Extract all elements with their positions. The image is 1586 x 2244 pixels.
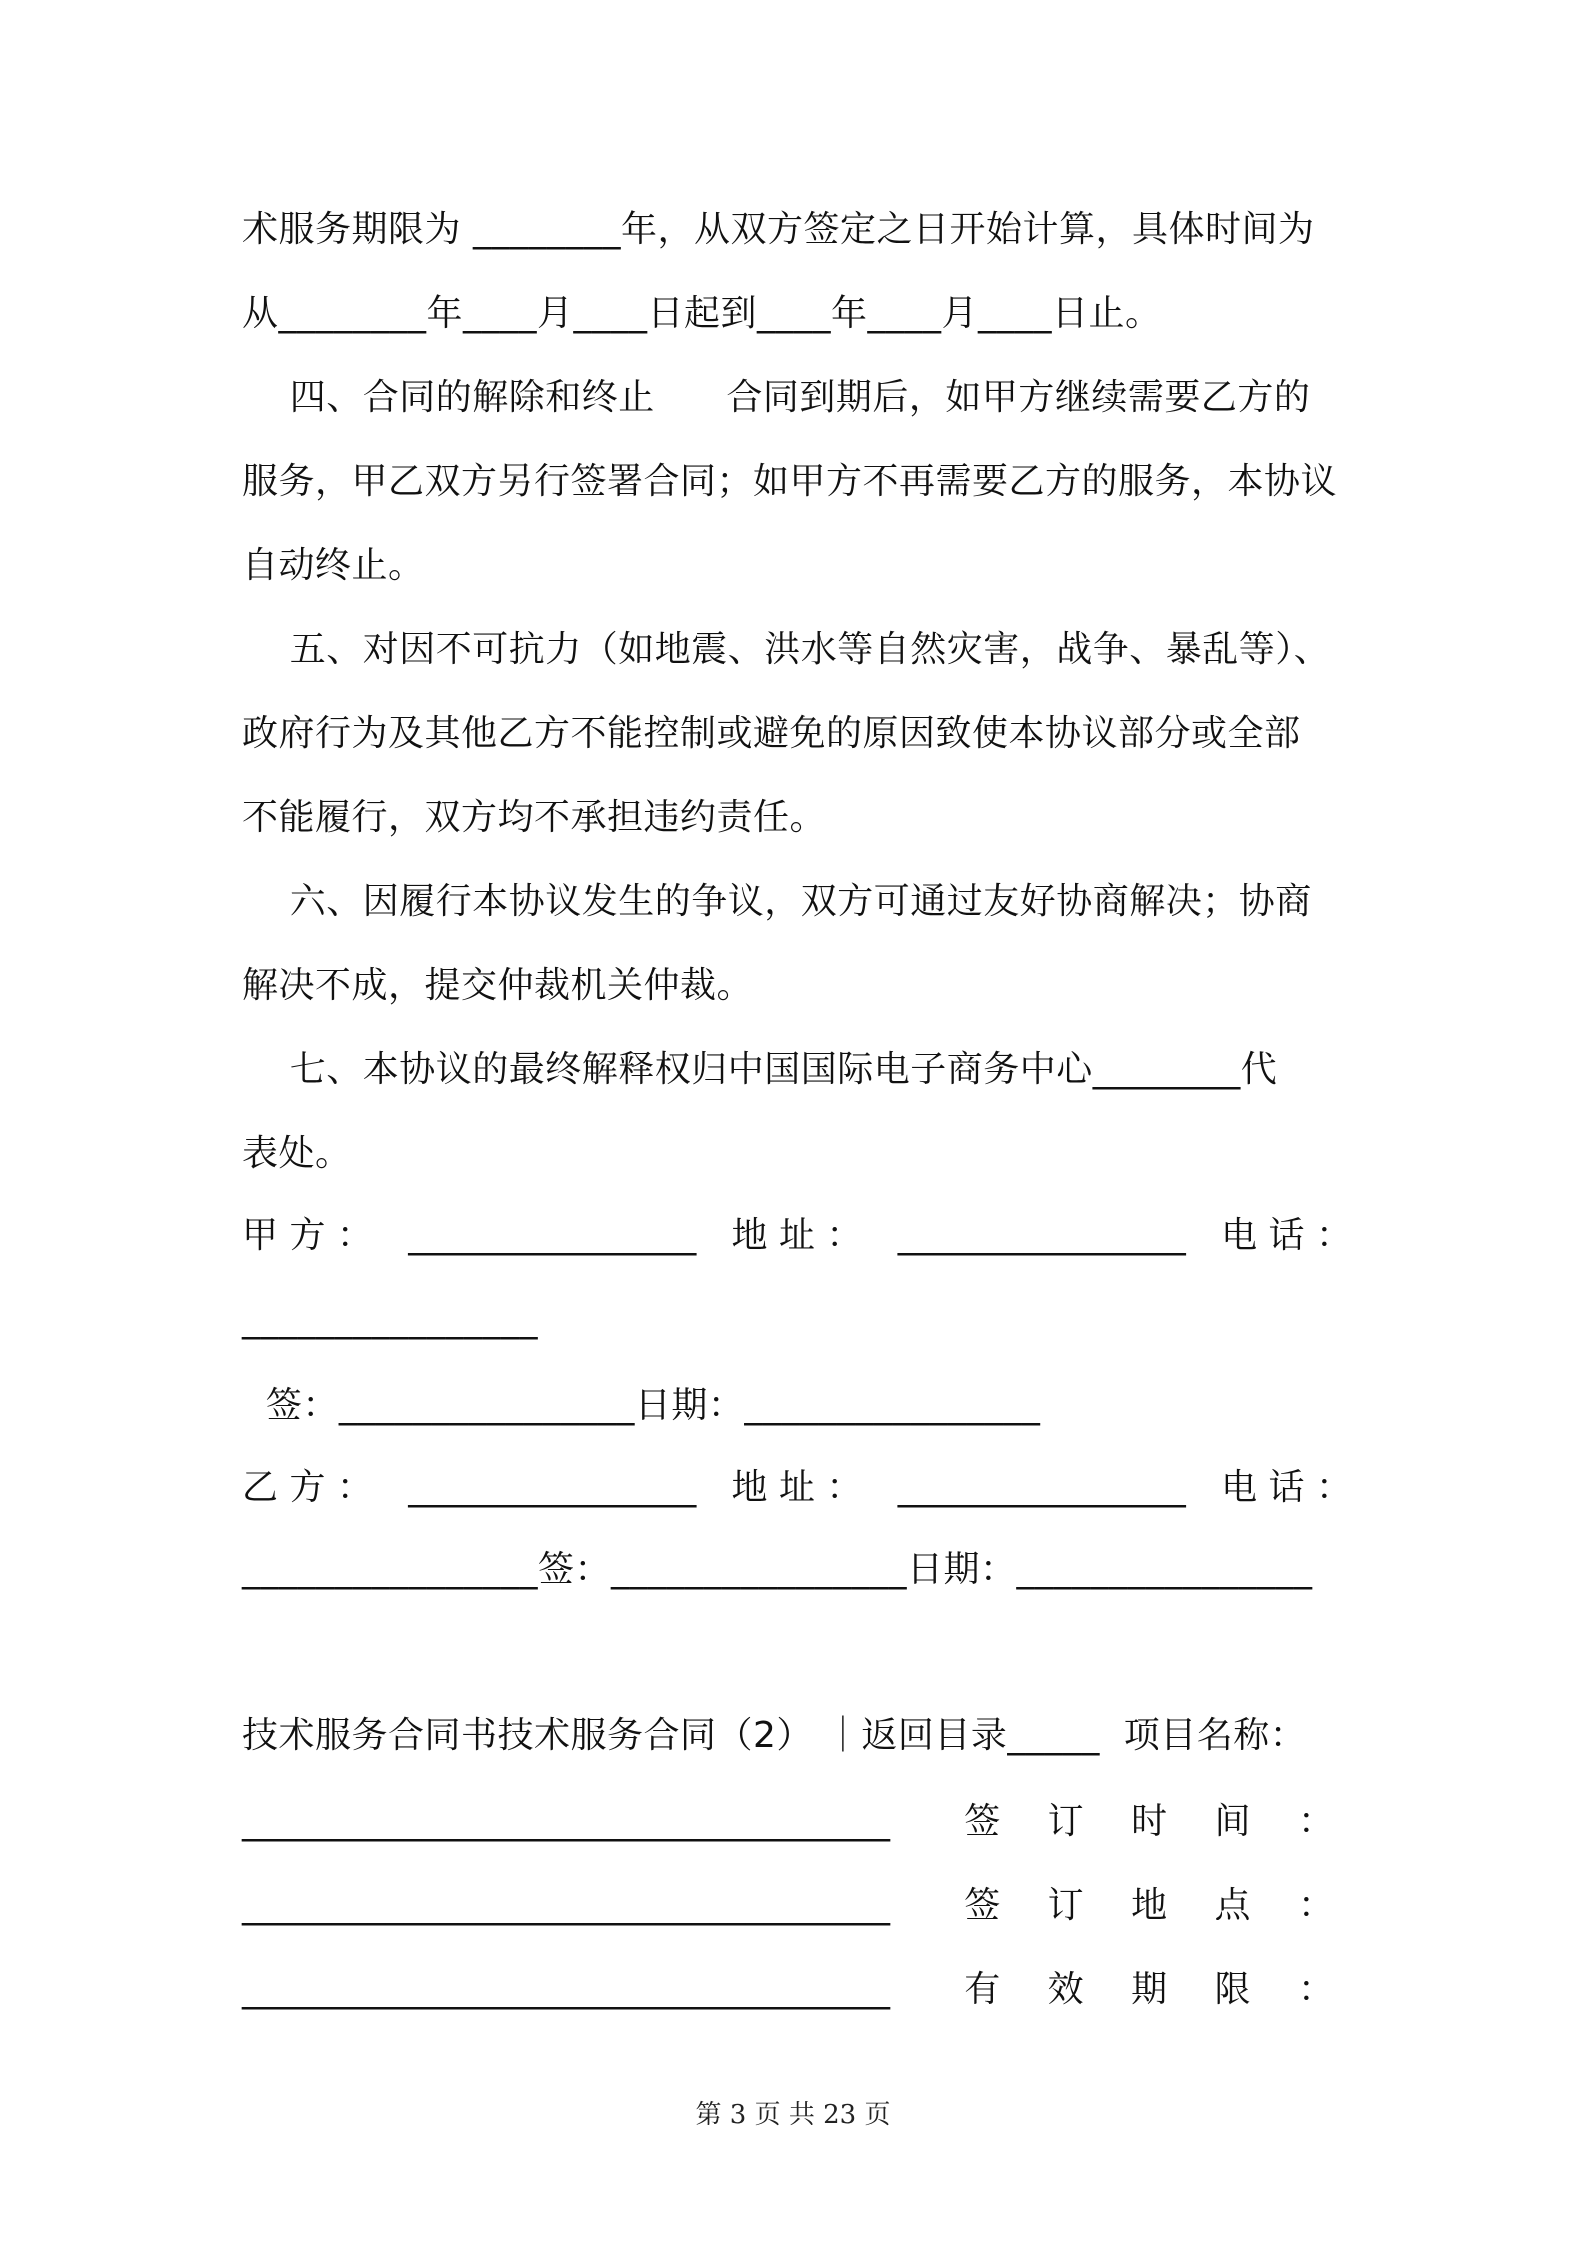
party-a-address-blank: ________________ <box>897 1215 1186 1256</box>
paragraph-line: 五、对因不可抗力（如地震、洪水等自然灾害，战争、暴乱等）、 <box>242 629 1331 670</box>
party-b-address-label: 地 址 ： <box>731 1467 863 1508</box>
page-footer: 第 3 页 共 23 页 <box>695 2100 891 2130</box>
paragraph-line: 七、本协议的最终解释权归中国国际电子商务中心________代 <box>242 1049 1278 1090</box>
contract-info-row <box>242 1969 1352 2010</box>
signing-place-label: 签 订 地 点 ： <box>964 1885 1352 1926</box>
paragraph-line: 不能履行，双方均不承担违约责任。 <box>242 797 827 838</box>
paragraph-line: 解决不成，提交仲裁机关仲裁。 <box>242 965 754 1006</box>
party-a-row <box>242 1215 1352 1256</box>
party-a-address-label: 地 址 ： <box>731 1215 863 1256</box>
validity-period-label: 有 效 期 限 ： <box>964 1969 1352 2010</box>
paragraph-line: 从________年____月____日起到____年____月____日止。 <box>242 293 1162 334</box>
contract-info-row <box>242 1801 1352 1842</box>
party-a-label: 甲 方 ： <box>242 1215 373 1256</box>
party-a-phone-label: 电 话 ： <box>1221 1215 1352 1256</box>
signing-place-blank: ____________________________________ <box>242 1885 890 1926</box>
signing-time-label: 签 订 时 间 ： <box>964 1801 1352 1842</box>
contract-info-row <box>242 1885 1352 1926</box>
validity-period-blank: ____________________________________ <box>242 1969 890 2010</box>
paragraph-line: 服务，甲乙双方另行签署合同；如甲方不再需要乙方的服务，本协议 <box>242 461 1338 502</box>
party-a-name-blank: ________________ <box>408 1215 697 1256</box>
paragraph-line: 术服务期限为 ________年，从双方签定之日开始计算，具体时间为 <box>242 209 1315 250</box>
paragraph-line: 政府行为及其他乙方不能控制或避免的原因致使本协议部分或全部 <box>242 713 1301 754</box>
second-contract-heading: 技术服务合同书技术服务合同（2） ｜返回目录_____ 项目名称： <box>242 1715 1307 1756</box>
paragraph-line: 六、因履行本协议发生的争议，双方可通过友好协商解决；协商 <box>242 881 1312 922</box>
paragraph-line: 表处。 <box>242 1133 352 1174</box>
party-b-sign-row: ________________签：________________日期：________________ <box>242 1549 1313 1590</box>
paragraph-line: 自动终止。 <box>242 545 425 586</box>
party-b-label: 乙 方 ： <box>242 1467 373 1508</box>
signing-time-blank: ____________________________________ <box>242 1801 890 1842</box>
party-b-row <box>242 1467 1352 1508</box>
paragraph-line: 四、合同的解除和终止 合同到期后，如甲方继续需要乙方的 <box>242 377 1311 418</box>
party-b-name-blank: ________________ <box>408 1467 697 1508</box>
party-a-phone-blank: ________________ <box>242 1299 538 1340</box>
party-a-sign-row: 签：________________日期：________________ <box>242 1385 1041 1426</box>
party-b-phone-label: 电 话 ： <box>1221 1467 1352 1508</box>
party-b-address-blank: ________________ <box>897 1467 1186 1508</box>
